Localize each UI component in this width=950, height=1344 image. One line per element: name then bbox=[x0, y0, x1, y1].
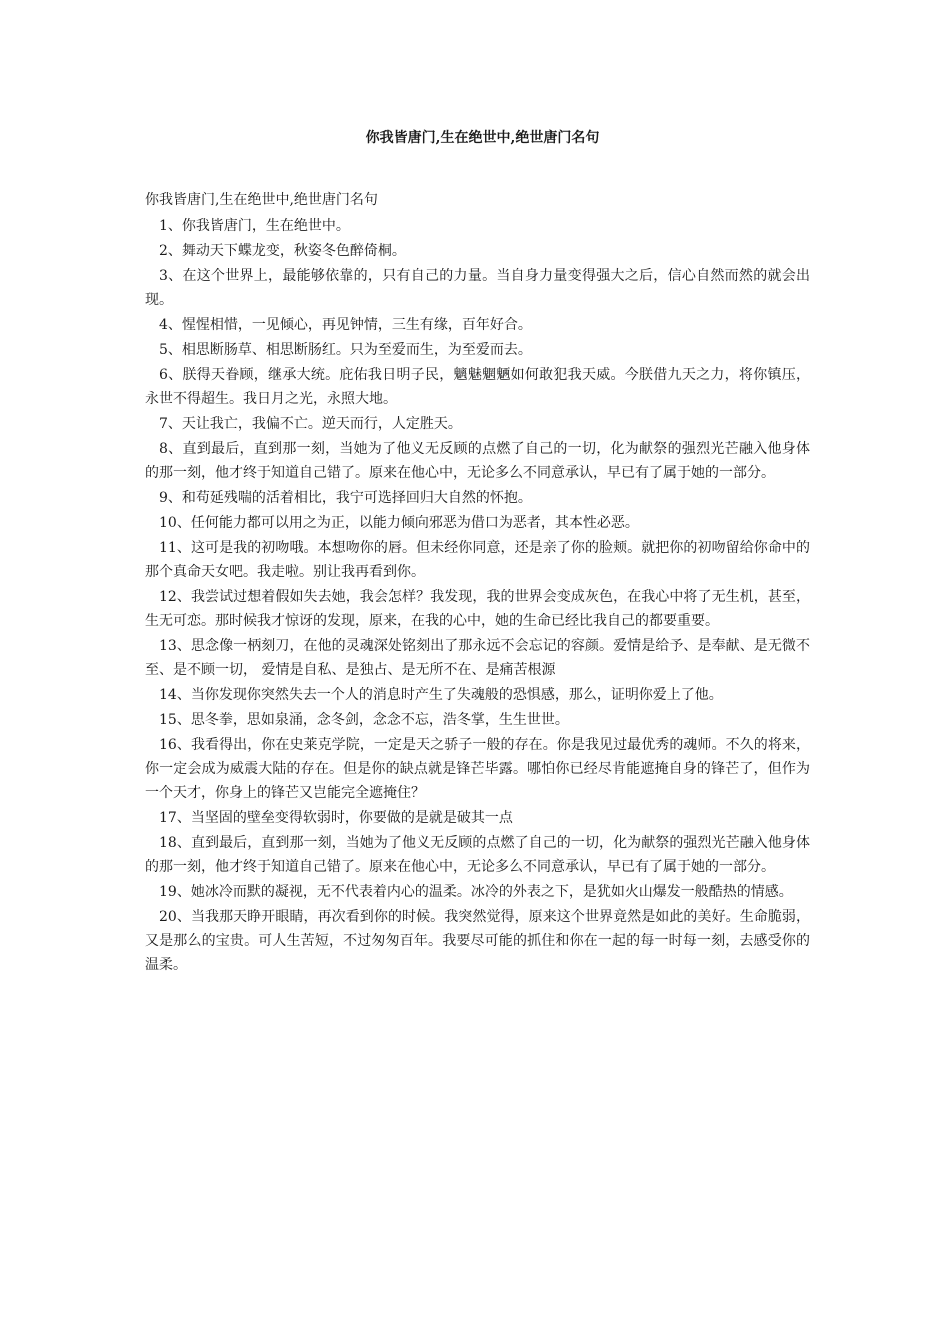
quote-item: 20、当我那天睁开眼睛，再次看到你的时候。我突然觉得，原来这个世界竟然是如此的美好。生命脆弱，又是那么的宝贵。可人生苦短，不过匆匆百年。我要尽可能的抓住和你在一起的每一时每一刻，去感受你的温柔。 bbox=[145, 909, 810, 973]
document-subtitle: 你我皆唐门,生在绝世中,绝世唐门名句 bbox=[145, 192, 378, 208]
quote-item: 14、当你发现你突然失去一个人的消息时产生了失魂般的恐惧感，那么，证明你爱上了他。 bbox=[159, 687, 723, 703]
quote-item: 5、相思断肠草、相思断肠红。只为至爱而生，为至爱而去。 bbox=[159, 342, 532, 358]
quote-item: 11、这可是我的初吻哦。本想吻你的唇。但未经你同意，还是亲了你的脸颊。就把你的初吻留给你命中的那个真命天女吧。我走啦。别让我再看到你。 bbox=[145, 540, 810, 580]
quote-item: 8、直到最后，直到那一刻，当她为了他义无反顾的点燃了自己的一切，化为献祭的强烈光芒融入他身体的那一刻，他才终于知道自己错了。原来在他心中，无论多么不同意承认，早已有了属于她的一部分。 bbox=[145, 441, 810, 481]
document-title: 你我皆唐门,生在绝世中,绝世唐门名句 bbox=[365, 130, 600, 146]
quote-item: 10、任何能力都可以用之为正，以能力倾向邪恶为借口为恶者，其本性必恶。 bbox=[159, 515, 639, 531]
quote-item: 9、和苟延残喘的活着相比，我宁可选择回归大自然的怀抱。 bbox=[159, 490, 532, 506]
quote-item: 12、我尝试过想着假如失去她，我会怎样？我发现，我的世界会变成灰色，在我心中将了无生机，甚至，生无可恋。那时候我才惊讶的发现，原来，在我的心中，她的生命已经比我自己的都要重要。 bbox=[145, 589, 810, 629]
quote-item: 1、你我皆唐门，生在绝世中。 bbox=[159, 218, 350, 234]
quote-item: 19、她冰冷而默的凝视，无不代表着内心的温柔。冰冷的外表之下，是犹如火山爆发一般酷热的情感。 bbox=[159, 884, 793, 900]
quote-item: 15、思冬拳，思如泉涌，念冬剑，念念不忘，浩冬掌，生生世世。 bbox=[159, 712, 569, 728]
quote-item: 2、舞动天下蝶龙变，秋姿冬色醉倚桐。 bbox=[159, 243, 406, 259]
quote-item: 7、天让我亡，我偏不亡。逆天而行，人定胜天。 bbox=[159, 416, 462, 432]
quote-item: 18、直到最后，直到那一刻，当她为了他义无反顾的点燃了自己的一切，化为献祭的强烈光芒融入他身体的那一刻，他才终于知道自己错了。原来在他心中，无论多么不同意承认，早已有了属于她的一部分。 bbox=[145, 835, 810, 875]
quote-item: 3、在这个世界上，最能够依靠的，只有自己的力量。当自身力量变得强大之后，信心自然而然的就会出现。 bbox=[145, 268, 810, 308]
quote-list bbox=[145, 214, 810, 977]
quote-item: 6、朕得天眷顾，继承大统。庇佑我日明子民，魑魅魍魉如何敢犯我天威。今朕借九天之力，将你镇压，永世不得超生。我日月之光，永照大地。 bbox=[145, 367, 810, 407]
quote-item: 17、当坚固的壁垒变得软弱时，你要做的是就是破其一点 bbox=[159, 810, 513, 826]
quote-item: 16、我看得出，你在史莱克学院，一定是天之骄子一般的存在。你是我见过最优秀的魂师。不久的将来，你一定会成为威震大陆的存在。但是你的缺点就是锋芒毕露。哪怕你已经尽肯能遮掩自身的锋芒了，但作为一个天才，你身上的锋芒又岂能完全遮掩住？ bbox=[145, 737, 810, 801]
quote-item: 4、惺惺相惜，一见倾心，再见钟情，三生有缘，百年好合。 bbox=[159, 317, 532, 333]
quote-item: 13、思念像一柄刻刀，在他的灵魂深处铭刻出了那永远不会忘记的容颜。爱情是给予、是奉献、是无微不至、是不顾一切， 爱情是自私、是独占、是无所不在、是痛苦根源 bbox=[145, 638, 810, 678]
